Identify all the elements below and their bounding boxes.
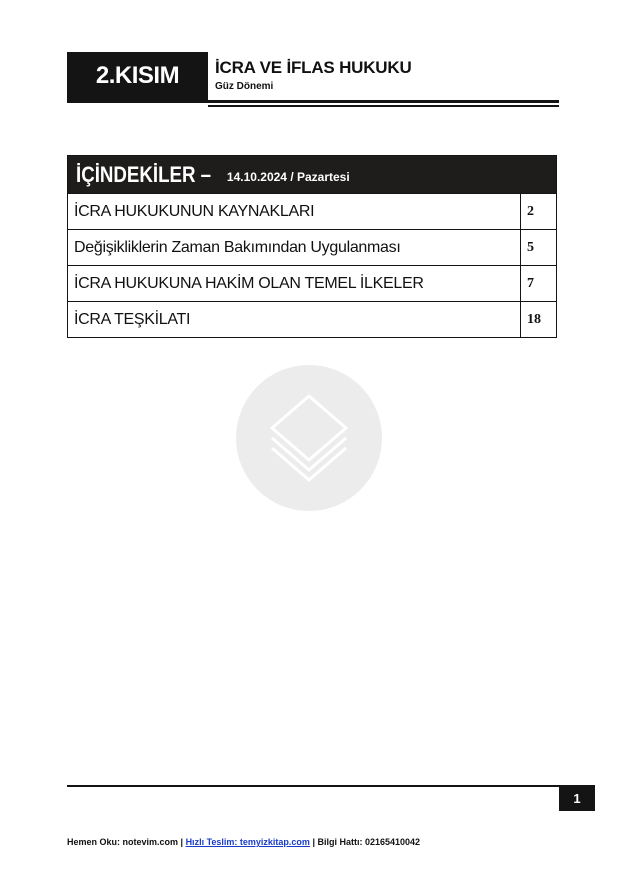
toc-header [68,156,556,193]
toc-date: 14.10.2024 / Pazartesi [226,170,350,184]
section-label: 2.KISIM [67,52,208,100]
toc-row[interactable] [68,193,556,229]
toc-entry-label[interactable]: İCRA TEŞKİLATI [74,310,191,328]
toc-entry-page: 7 [520,266,556,301]
footer-info [67,837,420,847]
document-title: İCRA VE İFLAS HUKUKU [215,58,412,77]
toc-entry-page: 18 [520,302,556,337]
footer-divider [67,785,559,787]
toc-row[interactable] [68,229,556,265]
header-divider-secondary [208,105,559,107]
footer-separator: | [309,837,318,847]
toc-heading: İÇİNDEKİLER – [76,161,212,187]
table-of-contents [67,155,557,338]
document-subtitle: Güz Dönemi [215,81,274,92]
footer-phone: Bilgi Hattı: 02165410042 [317,837,421,847]
toc-row[interactable] [68,301,556,337]
toc-entry-label[interactable]: Değişikliklerin Zaman Bakımından Uygulanması [74,238,401,256]
toc-entry-page: 2 [520,194,556,229]
toc-row[interactable] [68,265,556,301]
footer-delivery-link[interactable]: Hızlı Teslim: temyizkitap.com [185,837,310,847]
header-divider [67,100,559,103]
footer-read-link[interactable]: Hemen Oku: notevim.com [67,837,179,847]
toc-entry-label[interactable]: İCRA HUKUKUNUN KAYNAKLARI [74,202,315,220]
footer-separator: | [178,837,186,847]
toc-entry-label[interactable]: İCRA HUKUKUNA HAKİM OLAN TEMEL İLKELER [74,274,424,292]
stacked-pages-icon [264,388,354,488]
watermark-logo [236,365,382,511]
page-number: 1 [559,785,595,811]
toc-entry-page: 5 [520,230,556,265]
